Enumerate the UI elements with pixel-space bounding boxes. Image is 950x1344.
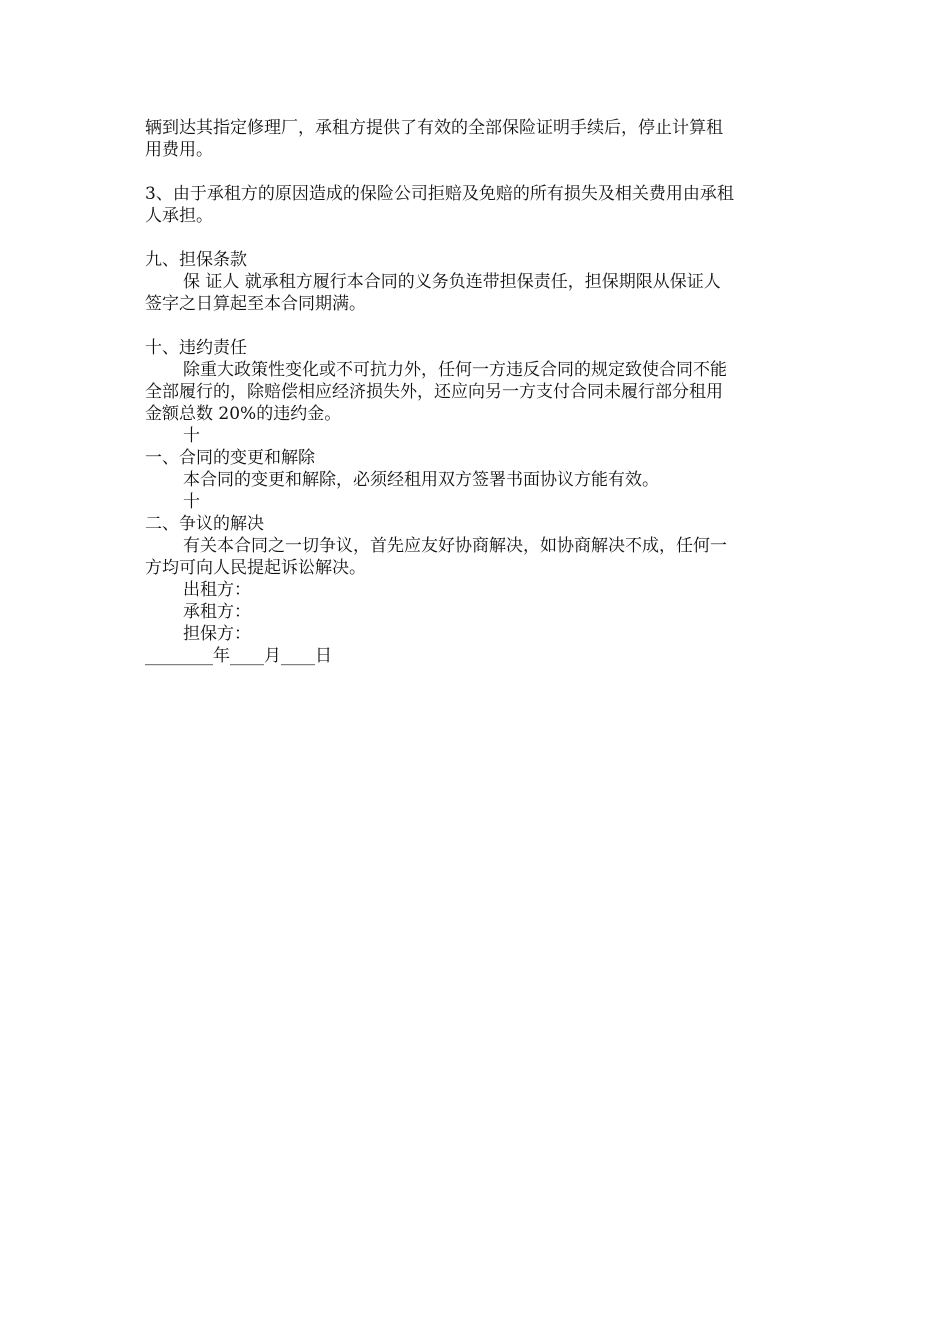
- section-body-line: 签字之日算起至本合同期满。: [145, 294, 366, 314]
- signature-lessor: 出租方：: [183, 580, 251, 600]
- section-heading-dispute: 二、争议的解决: [145, 514, 264, 534]
- paragraph-gap: [145, 161, 805, 183]
- section-heading-number: 十: [183, 426, 200, 446]
- document-body: [145, 117, 805, 667]
- section-body-line: 本合同的变更和解除，必须经租用双方签署书面协议方能有效。: [183, 470, 659, 490]
- section-body-line: 除重大政策性变化或不可抗力外，任何一方违反合同的规定致使合同不能: [183, 360, 727, 380]
- signature-lessee: 承租方：: [183, 602, 251, 622]
- paragraph-line: 人承担。: [145, 206, 213, 226]
- paragraph-gap: [145, 227, 805, 249]
- signature-guarantor: 担保方：: [183, 624, 251, 644]
- section-heading-number: 十: [183, 492, 200, 512]
- section-body-line: 全部履行的，除赔偿相应经济损失外，还应向另一方支付合同未履行部分租用: [145, 382, 723, 402]
- section-body-line: 保 证人 就承租方履行本合同的义务负连带担保责任，担保期限从保证人: [183, 272, 721, 292]
- section-heading-amendment: 一、合同的变更和解除: [145, 448, 315, 468]
- paragraph-line: 3、由于承租方的原因造成的保险公司拒赔及免赔的所有损失及相关费用由承租: [145, 184, 734, 204]
- date-line: ________年____月____日: [145, 646, 332, 666]
- section-body-line: 方均可向人民提起诉讼解决。: [145, 558, 366, 578]
- section-heading-guarantee: 九、担保条款: [145, 250, 247, 270]
- section-heading-liability: 十、违约责任: [145, 338, 247, 358]
- section-body-line: 金额总数 20%的违约金。: [145, 404, 342, 424]
- paragraph-line: 用费用。: [145, 140, 213, 160]
- paragraph-line: 辆到达其指定修理厂，承租方提供了有效的全部保险证明手续后，停止计算租: [145, 118, 723, 138]
- section-body-line: 有关本合同之一切争议，首先应友好协商解决，如协商解决不成，任何一: [183, 536, 727, 556]
- paragraph-gap: [145, 315, 805, 337]
